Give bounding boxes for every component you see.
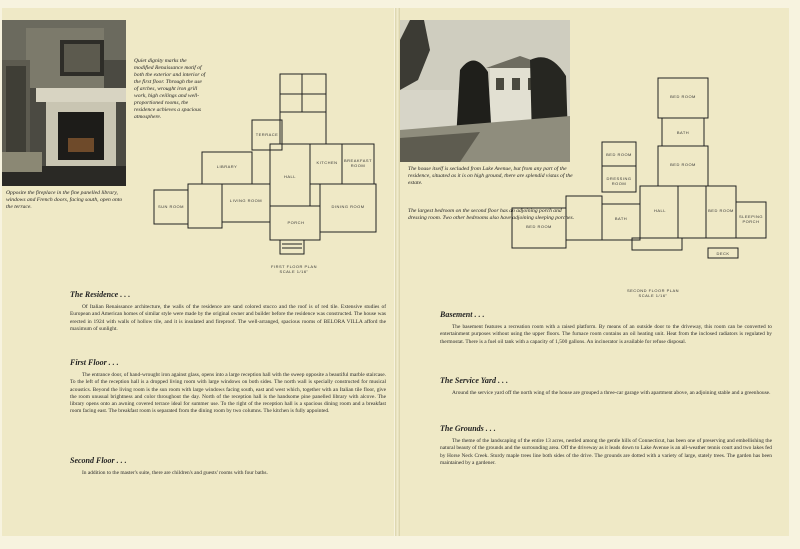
section-text-service-yard: Around the service yard off the north wing of the house are grouped a three-car garage with apartment above, an adjoining stable and a greenhouse. — [452, 390, 771, 396]
library-fireplace-image — [2, 20, 126, 186]
plan-room-label: DINING ROOM — [331, 204, 365, 209]
plan-room-label: LIBRARY — [216, 164, 238, 169]
plan-caption: Quiet dignity marks the modified Renaissance motif of both the exterior and interior of the first floor. Through the use of arches, wrought iron grill work, high ceilings and well-proportioned rooms, the residence achieves a spacious atmosphere. — [134, 58, 206, 120]
section-text-residence: Of Italian Renaissance architecture, the walls of the residence are sand colored stucco and the roof is of red tile. Extensive studies of European and American homes of similar style were made by the original owner and builder before the residence was constructed. The house was erected in 1924 with walls of hollow tile, and it is insulated and fireproof. The well-arranged, spacious rooms of BELORA VILLA afford the maximum of sunlight. — [70, 304, 386, 332]
second-floor-caption: The largest bedroom on the second floor has an adjoining porch and dressing room. Two other bedrooms also have adjoining sleeping porches. — [408, 208, 575, 221]
section-text-grounds: The theme of the landscaping of the entire 13 acres, nestled among the gentle hills of Connecticut, has been one of preserving and embellishing the natural beauty of the grounds and the surrounding area. Off the driveway as it leads down to Lake Avenue is an all-weather tennis court and two lakes fed by Horse Neck Creek. Sturdy maple trees line both sides of the drive. The grounds are dotted with a variety of large, stately trees. The garden has been maintained by a gardener. — [440, 438, 772, 466]
section-text-first-floor: The entrance door, of hand-wrought iron against glass, opens into a large reception hall with the sweep opposite a beautiful marble staircase. To the left of the reception hall is a dropped living room with large windows on both sides. The north wall is specially constructed for musical acoustics. Beyond the living room is the sun room with large windows facing south, east and west which, together with an Italian tile floor, give the room unusual brightness and color throughout the day. North of the reception hall is the handsome pine panelled library with alcove. The library opens onto an awning covered terrace ideal for summer use. To the right of the reception hall is a spacious dining room and a breakfast room facing east. The breakfast room is separated from the dining room by two columns. The kitchen is fully appointed. — [70, 372, 386, 415]
section-text-second-floor: In addition to the master's suite, there are children's and guests' rooms with four baths. — [82, 470, 268, 476]
plan-room-label: HALL — [653, 208, 666, 213]
plan-room-label: SUN ROOM — [158, 204, 184, 209]
section-heading-first-floor: First Floor . . . — [70, 358, 119, 367]
plan-room-label: BED ROOM — [606, 152, 632, 157]
first-floor-plan-scale: SCALE 1/16" — [279, 269, 309, 274]
plan-room-label: HALL — [283, 174, 296, 179]
section-heading-grounds: The Grounds . . . — [440, 424, 496, 433]
second-floor-plan — [508, 76, 778, 266]
section-heading-second-floor: Second Floor . . . — [70, 456, 127, 465]
right-page — [400, 8, 789, 536]
section-heading-basement: Basement . . . — [440, 310, 485, 319]
plan-room-label: BED ROOM — [670, 162, 696, 167]
first-floor-plan — [152, 72, 384, 262]
exterior-photo-caption: The house itself is secluded from Lake Avenue, but from any part of the residence, situated as it is on high ground, there are splendid vistas of the estate. — [408, 166, 573, 186]
left-page — [2, 8, 394, 536]
plan-room-label: DECK — [716, 251, 730, 256]
second-floor-plan-title: SECOND FLOOR PLAN — [626, 288, 680, 293]
section-heading-service-yard: The Service Yard . . . — [440, 376, 508, 385]
section-text-basement: The basement features a recreation room with a raised platform. By means of an outside door to the driveway, this room can be converted to entertainment purposes without using the upper floors. The furnace room contains an oil heating unit. Heat from the inclosed radiators is regulated by thermostat. There is a fuel oil tank with a capacity of 1,500 gallons. An incinerator is available for refuse disposal. — [440, 324, 772, 345]
section-heading-residence: The Residence . . . — [70, 290, 131, 299]
plan-room-label: KITCHEN — [316, 160, 338, 165]
plan-room-label: BREAKFAST ROOM — [343, 158, 373, 168]
plan-room-label: BED ROOM — [526, 224, 552, 229]
plan-room-label: LIVING ROOM — [229, 198, 263, 203]
plan-room-label: BATH — [676, 130, 690, 135]
plan-room-label: DRESSING ROOM — [606, 176, 632, 186]
plan-room-label: BATH — [614, 216, 628, 221]
plan-room-label: TERRACE — [255, 132, 279, 137]
plan-room-label: BED ROOM — [708, 208, 734, 213]
plan-room-label: BED ROOM — [670, 94, 696, 99]
plan-room-label: SLEEPING PORCH — [738, 214, 763, 224]
first-floor-plan-title: FIRST FLOOR PLAN — [271, 264, 317, 269]
library-photo — [2, 20, 126, 186]
plan-room-label: PORCH — [287, 220, 305, 225]
second-floor-plan-scale: SCALE 1/16" — [638, 293, 668, 298]
photo-caption: Opposite the fireplace in the fine panelled library, windows and French doors, facing south, open onto the terrace. — [6, 190, 123, 210]
